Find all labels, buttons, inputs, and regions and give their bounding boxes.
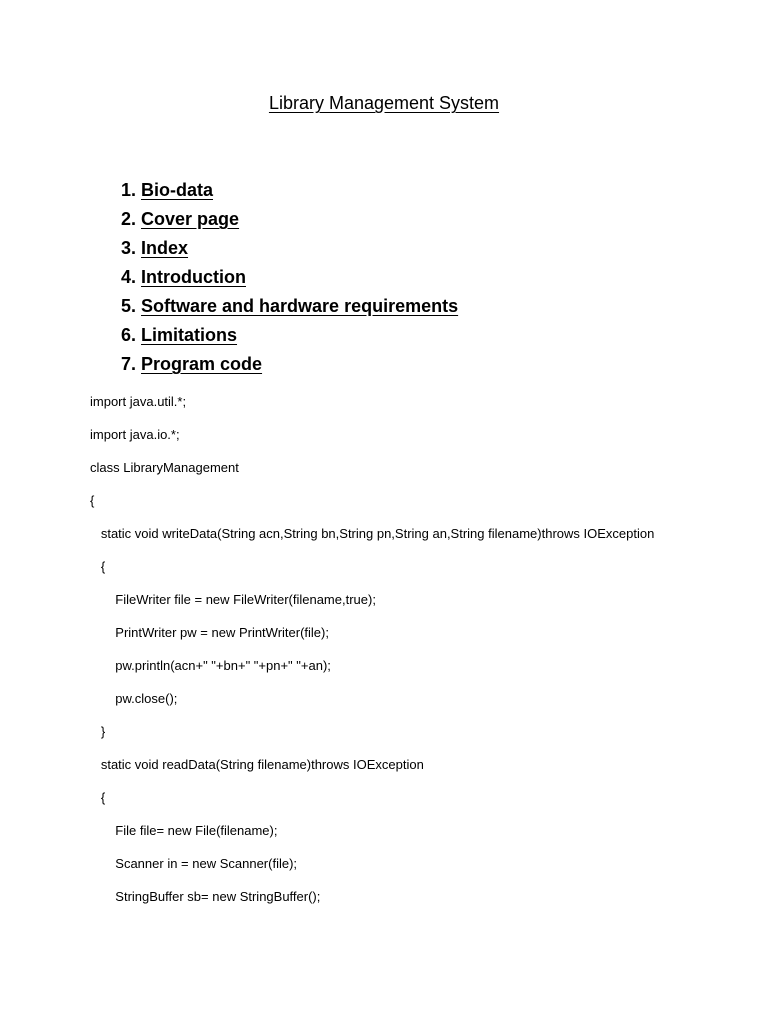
code-line: StringBuffer sb= new StringBuffer(); bbox=[90, 889, 321, 904]
toc-number: 3. bbox=[120, 238, 136, 258]
toc-item bbox=[105, 234, 458, 263]
toc-number: 7. bbox=[120, 354, 136, 374]
code-line: { bbox=[90, 790, 106, 805]
table-of-contents bbox=[105, 176, 458, 379]
code-line: import java.util.*; bbox=[90, 394, 187, 409]
code-line: Scanner in = new Scanner(file); bbox=[90, 856, 298, 871]
toc-number: 1. bbox=[120, 180, 136, 200]
toc-item bbox=[105, 350, 458, 379]
code-line: import java.io.*; bbox=[90, 427, 180, 442]
toc-label: Software and hardware requirements bbox=[141, 296, 459, 316]
toc-item bbox=[105, 292, 458, 321]
code-line: class LibraryManagement bbox=[90, 460, 239, 475]
toc-item bbox=[105, 321, 458, 350]
toc-item bbox=[105, 263, 458, 292]
toc-label: Limitations bbox=[141, 325, 238, 345]
code-line: pw.println(acn+" "+bn+" "+pn+" "+an); bbox=[90, 658, 331, 673]
code-line: { bbox=[90, 493, 95, 508]
code-line: static void readData(String filename)throws IOException bbox=[90, 757, 424, 772]
toc-label: Bio-data bbox=[141, 180, 214, 200]
toc-number: 2. bbox=[120, 209, 136, 229]
code-line: FileWriter file = new FileWriter(filename,true); bbox=[90, 592, 376, 607]
toc-item bbox=[105, 176, 458, 205]
toc-number: 6. bbox=[120, 325, 136, 345]
code-line: } bbox=[90, 724, 106, 739]
toc-label: Program code bbox=[141, 354, 263, 374]
code-line: static void writeData(String acn,String bn,String pn,String an,String filename)throws IOException bbox=[90, 526, 655, 541]
toc-label: Cover page bbox=[141, 209, 240, 229]
code-line: PrintWriter pw = new PrintWriter(file); bbox=[90, 625, 329, 640]
code-line: pw.close(); bbox=[90, 691, 178, 706]
toc-item bbox=[105, 205, 458, 234]
toc-label: Introduction bbox=[141, 267, 246, 287]
toc-number: 4. bbox=[120, 267, 136, 287]
code-line: { bbox=[90, 559, 106, 574]
page-title: Library Management System bbox=[268, 93, 500, 113]
code-line: File file= new File(filename); bbox=[90, 823, 278, 838]
toc-label: Index bbox=[141, 238, 189, 258]
program-code bbox=[90, 391, 654, 919]
toc-number: 5. bbox=[120, 296, 136, 316]
